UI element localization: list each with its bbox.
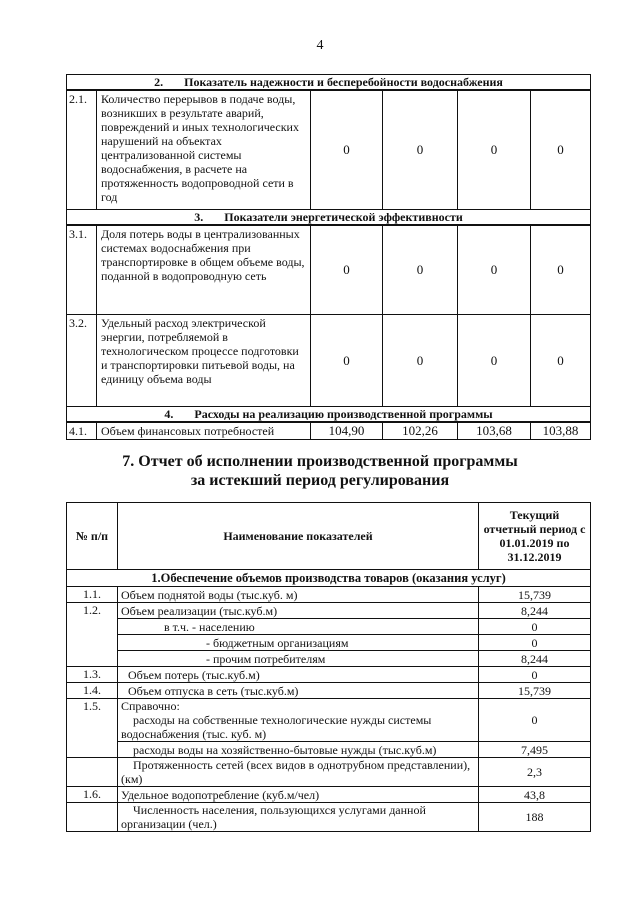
row-name: - бюджетным организациям bbox=[118, 635, 479, 651]
table-row bbox=[67, 651, 591, 667]
row-value: 0 bbox=[311, 315, 383, 407]
row-value: 0 bbox=[383, 315, 458, 407]
row-name: Численность населения, пользующихся услугами данной организации (чел.) bbox=[118, 803, 479, 832]
header-row bbox=[67, 503, 591, 570]
row-value: 0 bbox=[383, 225, 458, 315]
section-header bbox=[67, 570, 591, 587]
table-row bbox=[67, 635, 591, 651]
row-name: Удельный расход электрической энергии, потребляемой в технологическом процессе подготовки и транспортировки питьевой воды, на единицу объема воды bbox=[97, 315, 311, 407]
row-name: - прочим потребителям bbox=[118, 651, 479, 667]
row-num: 1.3. bbox=[67, 667, 118, 683]
report-title-line: за истекший период регулирования bbox=[190, 472, 450, 489]
row-name: Объем потерь (тыс.куб.м) bbox=[118, 667, 479, 683]
row-value: 43,8 bbox=[479, 787, 591, 803]
row-num: 1.6. bbox=[67, 787, 118, 803]
section-header bbox=[67, 209, 591, 225]
row-num: 1.5. bbox=[67, 699, 118, 758]
row-num: 4.1. bbox=[67, 422, 97, 440]
row-value: 0 bbox=[458, 225, 531, 315]
table-row bbox=[67, 803, 591, 832]
row-value: 2,3 bbox=[479, 758, 591, 787]
row-value: 0 bbox=[479, 699, 591, 742]
section-title: Расходы на реализацию производственной программы bbox=[194, 407, 493, 421]
table-row bbox=[67, 422, 591, 440]
row-num bbox=[67, 803, 118, 832]
row-name: Протяженность сетей (всех видов в однотрубном представлении), (км) bbox=[118, 758, 479, 787]
table-row bbox=[67, 315, 591, 407]
row-value: 0 bbox=[311, 90, 383, 209]
row-name-line: расходы на собственные технологические нужды системы водоснабжения (тыс. куб. м) bbox=[121, 713, 432, 741]
row-name: Объем финансовых потребностей bbox=[97, 422, 311, 440]
row-value: 0 bbox=[479, 635, 591, 651]
report-title-line: 7. Отчет об исполнении производственной программы bbox=[122, 453, 518, 470]
row-value: 102,26 bbox=[383, 422, 458, 440]
row-value: 15,739 bbox=[479, 587, 591, 603]
section-num: 2. bbox=[154, 75, 164, 89]
header-name: Наименование показателей bbox=[118, 503, 479, 570]
section-header bbox=[67, 407, 591, 423]
section-num: 4. bbox=[164, 407, 174, 421]
row-name: Количество перерывов в подаче воды, возникших в результате аварий, повреждений и иных технологических нарушений на объектах централизованной системы водоснабжения, в расчете на протяженность водопроводной сети в год bbox=[97, 90, 311, 209]
table-row bbox=[67, 603, 591, 619]
row-name: Объем реализации (тыс.куб.м) bbox=[118, 603, 479, 619]
row-value: 8,244 bbox=[479, 603, 591, 619]
report-table bbox=[66, 502, 591, 832]
section-title: Показатели энергетической эффективности bbox=[224, 209, 463, 224]
row-value: 0 bbox=[458, 315, 531, 407]
row-value: 104,90 bbox=[311, 422, 383, 440]
header-num: № п/п bbox=[67, 503, 118, 570]
section-title: Показатель надежности и бесперебойности водоснабжения bbox=[184, 75, 503, 89]
header-period: Текущий отчетный период с 01.01.2019 по 31.12.2019 bbox=[479, 503, 591, 570]
section-header bbox=[67, 75, 591, 91]
row-num: 1.4. bbox=[67, 683, 118, 699]
row-value: 103,68 bbox=[458, 422, 531, 440]
row-name: Удельное водопотребление (куб.м/чел) bbox=[118, 787, 479, 803]
table-row bbox=[67, 90, 591, 209]
row-num: 1.2. bbox=[67, 603, 118, 667]
row-name-line: Справочно: bbox=[121, 699, 180, 713]
page-number: 4 bbox=[316, 38, 324, 53]
row-value: 0 bbox=[458, 90, 531, 209]
row-name: Доля потерь воды в централизованных системах водоснабжения при транспортировке в общем объеме воды, поданной в водопроводную сеть bbox=[97, 225, 311, 315]
row-value: 7,495 bbox=[479, 742, 591, 758]
row-value: 0 bbox=[531, 225, 591, 315]
table-row bbox=[67, 758, 591, 787]
row-value: 0 bbox=[479, 619, 591, 635]
row-name: Объем отпуска в сеть (тыс.куб.м) bbox=[118, 683, 479, 699]
row-num: 1.1. bbox=[67, 587, 118, 603]
section-num: 3. bbox=[194, 209, 204, 224]
row-value: 103,88 bbox=[531, 422, 591, 440]
report-title bbox=[0, 452, 640, 490]
row-num: 3.2. bbox=[67, 315, 97, 407]
row-num: 3.1. bbox=[67, 225, 97, 315]
row-num bbox=[67, 758, 118, 787]
row-value: 0 bbox=[531, 90, 591, 209]
row-value: 0 bbox=[311, 225, 383, 315]
row-num: 2.1. bbox=[67, 90, 97, 209]
table-row bbox=[67, 742, 591, 758]
table-row bbox=[67, 787, 591, 803]
row-value: 0 bbox=[531, 315, 591, 407]
section-title: 1.Обеспечение объемов производства товаров (оказания услуг) bbox=[67, 570, 591, 587]
row-name: в т.ч. - населению bbox=[118, 619, 479, 635]
row-name: расходы воды на хозяйственно-бытовые нужды (тыс.куб.м) bbox=[118, 742, 479, 758]
indicators-table bbox=[66, 74, 591, 440]
table-row bbox=[67, 619, 591, 635]
table-row bbox=[67, 667, 591, 683]
row-value: 0 bbox=[479, 667, 591, 683]
row-value: 0 bbox=[383, 90, 458, 209]
row-value: 188 bbox=[479, 803, 591, 832]
table-row bbox=[67, 587, 591, 603]
row-value: 15,739 bbox=[479, 683, 591, 699]
table-row bbox=[67, 225, 591, 315]
table-row bbox=[67, 683, 591, 699]
table-row bbox=[67, 699, 591, 742]
row-value: 8,244 bbox=[479, 651, 591, 667]
row-name: Объем поднятой воды (тыс.куб. м) bbox=[118, 587, 479, 603]
row-name bbox=[118, 699, 479, 742]
